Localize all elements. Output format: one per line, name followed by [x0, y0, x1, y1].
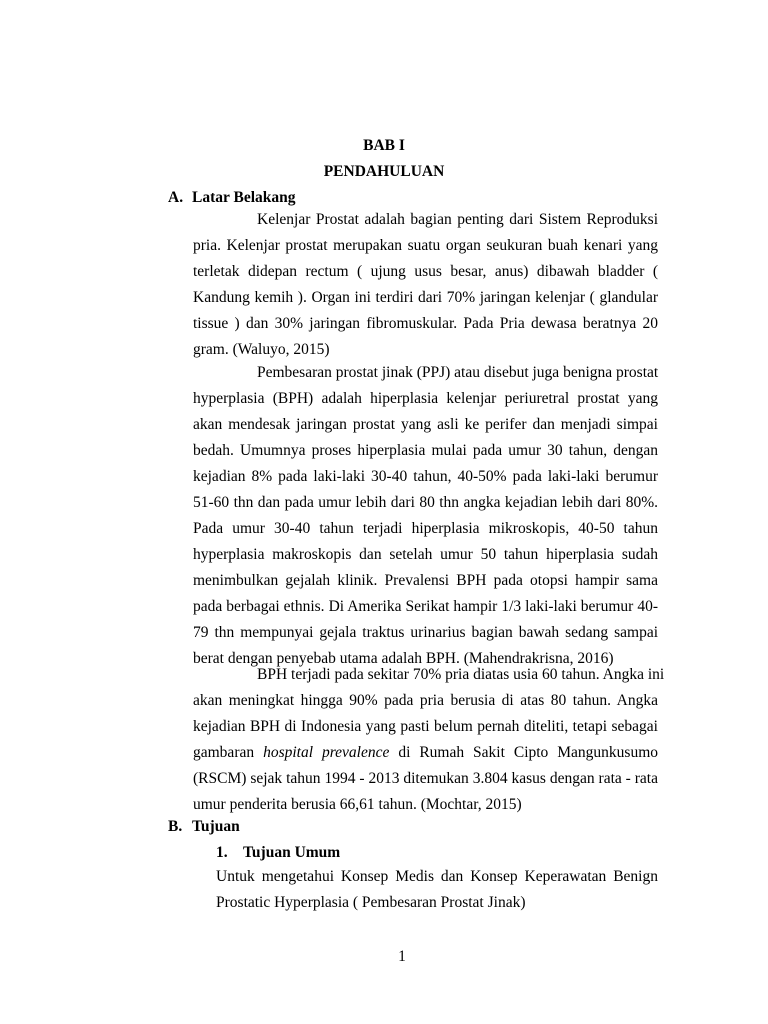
paragraph-line: 51-60 thn dan pada umur lebih dari 80 thn angka kejadian lebih dari 80%.	[193, 494, 658, 511]
subsection-1-title: Tujuan Umum	[243, 844, 341, 861]
paragraph-2	[193, 360, 658, 672]
paragraph-line: hyperplasia (BPH) adalah hiperplasia kelenjar periuretral prostat yang	[193, 390, 658, 407]
italic-term: hospital prevalence	[263, 744, 390, 761]
chapter-label: BAB I	[363, 137, 405, 154]
paragraph-line: pria. Kelenjar prostat merupakan suatu organ seukuran buah kenari yang	[193, 237, 658, 254]
paragraph-line-with-italic	[193, 740, 658, 766]
paragraph-line: akan mendesak jaringan prostat yang asli ke perifer dan menjadi simpai	[193, 416, 658, 433]
section-b-heading	[168, 818, 240, 836]
paragraph-line: hyperplasia makroskopis dan setelah umur 50 tahun hiperplasia sudah	[193, 546, 658, 563]
subsection-1-heading	[216, 844, 340, 862]
paragraph-line: gram. (Waluyo, 2015)	[193, 341, 330, 358]
paragraph-line: menimbulkan gejalah klinik. Prevalensi BPH pada otopsi hampir sama	[193, 572, 658, 589]
text-fragment: di Rumah Sakit Cipto Mangunkusumo	[398, 744, 658, 761]
subsection-1-number: 1.	[216, 844, 228, 861]
page-number: 1	[398, 948, 406, 965]
paragraph-line: kejadian 8% pada laki-laki 30-40 tahun, 40-50% pada laki-laki berumur	[193, 468, 658, 485]
paragraph-line: Kandung kemih ). Organ ini terdiri dari 70% jaringan kelenjar ( glandular	[193, 289, 658, 306]
text-fragment: gambaran	[193, 744, 255, 761]
paragraph-line: Untuk mengetahui Konsep Medis dan Konsep Keperawatan Benign	[216, 868, 658, 885]
paragraph-4	[216, 864, 658, 916]
paragraph-line: pada berbagai ethnis. Di Amerika Serikat hampir 1/3 laki-laki berumur 40-	[193, 598, 658, 615]
paragraph-line: Pada umur 30-40 tahun terjadi hiperplasia mikroskopis, 40-50 tahun	[193, 520, 658, 537]
paragraph-line: akan meningkat hingga 90% pada pria berusia di atas 80 tahun. Angka	[193, 692, 658, 709]
paragraph-line: umur penderita berusia 66,61 tahun. (Mochtar, 2015)	[193, 796, 522, 813]
paragraph-line: terletak didepan rectum ( ujung usus besar, anus) dibawah bladder (	[193, 263, 658, 280]
section-a-letter: A.	[168, 189, 184, 206]
paragraph-line: BPH terjadi pada sekitar 70% pria diatas usia 60 tahun. Angka ini	[257, 666, 665, 683]
paragraph-line: tissue ) dan 30% jaringan fibromuskular. Pada Pria dewasa beratnya 20	[193, 315, 658, 332]
paragraph-line: (RSCM) sejak tahun 1994 - 2013 ditemukan 3.804 kasus dengan rata - rata	[193, 770, 658, 787]
paragraph-line: Kelenjar Prostat adalah bagian penting dari Sistem Reproduksi	[257, 211, 658, 228]
paragraph-line: kejadian BPH di Indonesia yang pasti belum pernah diteliti, tetapi sebagai	[193, 718, 658, 735]
paragraph-line: bedah. Umumnya proses hiperplasia mulai pada umur 30 tahun, dengan	[193, 442, 658, 459]
section-b-letter: B.	[168, 818, 183, 835]
paragraph-line: Prostatic Hyperplasia ( Pembesaran Prostat Jinak)	[216, 894, 526, 911]
chapter-title: PENDAHULUAN	[323, 163, 445, 180]
paragraph-line: 79 thn mempunyai gejala traktus urinarius bagian bawah sedang sampai	[193, 624, 658, 641]
paragraph-line: Pembesaran prostat jinak (PPJ) atau disebut juga benigna prostat	[257, 364, 659, 381]
section-a-title: Latar Belakang	[192, 189, 296, 206]
paragraph-line: berat dengan penyebab utama adalah BPH. (Mahendrakrisna, 2016)	[193, 650, 614, 667]
section-a-heading	[168, 189, 296, 207]
paragraph-3	[193, 662, 665, 818]
paragraph-1	[193, 207, 658, 363]
section-b-title: Tujuan	[192, 818, 240, 835]
